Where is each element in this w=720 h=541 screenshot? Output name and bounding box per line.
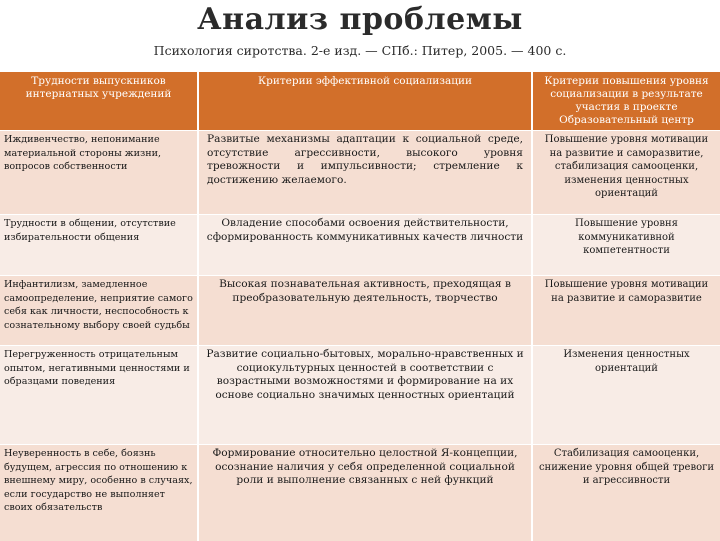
analysis-table: [0, 72, 720, 541]
difficulty-cell: Перегруженность отрицательным опытом, негативными ценностями и образцами поведения: [0, 346, 198, 445]
table-row: [0, 346, 720, 445]
criteria-cell: Развитие социально-бытовых, морально-нравственных и социокультурных ценностей в соответствии с возрастными возможностями и формирование на их основе социально значимых ценностных ориентаций: [198, 346, 532, 445]
difficulty-cell: Неуверенность в себе, боязнь будущем, агрессия по отношению к внешнему миру, особенно в случаях, если государство не выполняет своих обязательств: [0, 445, 198, 541]
criteria-cell: Овладение способами освоения действительности, сформированность коммуникативных качеств личности: [198, 215, 532, 276]
improvement-cell: Повышение уровня мотивации на развитие и саморазвитие, стабилизация самооценки, изменения ценностных ориентаций: [532, 131, 720, 215]
criteria-cell: Высокая познавательная активность, преходящая в преобразовательную деятельность, творчество: [198, 276, 532, 346]
difficulty-cell: Трудности в общении, отсутствие избирательности общения: [0, 215, 198, 276]
difficulty-cell: Иждивенчество, непонимание материальной стороны жизни, вопросов собственности: [0, 131, 198, 215]
criteria-cell: Развитые механизмы адаптации к социальной среде, отсутствие агрессивности, высокого уровня тревожности и импульсивности; стремление к достижению желаемого.: [198, 131, 532, 215]
improvement-cell: Стабилизация самооценки, снижение уровня общей тревоги и агрессивности: [532, 445, 720, 541]
header-difficulties: Трудности выпускников интернатных учреждений: [0, 72, 198, 131]
slide-title: Анализ проблемы: [197, 2, 523, 37]
improvement-cell: Повышение уровня коммуникативной компетентности: [532, 215, 720, 276]
improvement-cell: Изменения ценностных ориентаций: [532, 346, 720, 445]
header-socialization-criteria: Критерии эффективной социализации: [198, 72, 532, 131]
table-header-row: [0, 72, 720, 131]
header-improvement-criteria: Критерии повышения уровня социализации в результате участия в проекте Образовательный центр: [532, 72, 720, 131]
table-row: [0, 131, 720, 215]
table-row: [0, 276, 720, 346]
table-row: [0, 215, 720, 276]
difficulty-cell: Инфантилизм, замедленное самоопределение, неприятие самого себя как личности, неспособность к сознательному выбору своей судьбы: [0, 276, 198, 346]
improvement-cell: Повышение уровня мотивации на развитие и саморазвитие: [532, 276, 720, 346]
source-citation: Психология сиротства. 2-е изд. — СПб.: Питер, 2005. — 400 с.: [153, 43, 567, 58]
table-row: [0, 445, 720, 541]
criteria-cell: Формирование относительно целостной Я-концепции, осознание наличия у себя определенной социальной роли и выполнение связанных с ней функций: [198, 445, 532, 541]
